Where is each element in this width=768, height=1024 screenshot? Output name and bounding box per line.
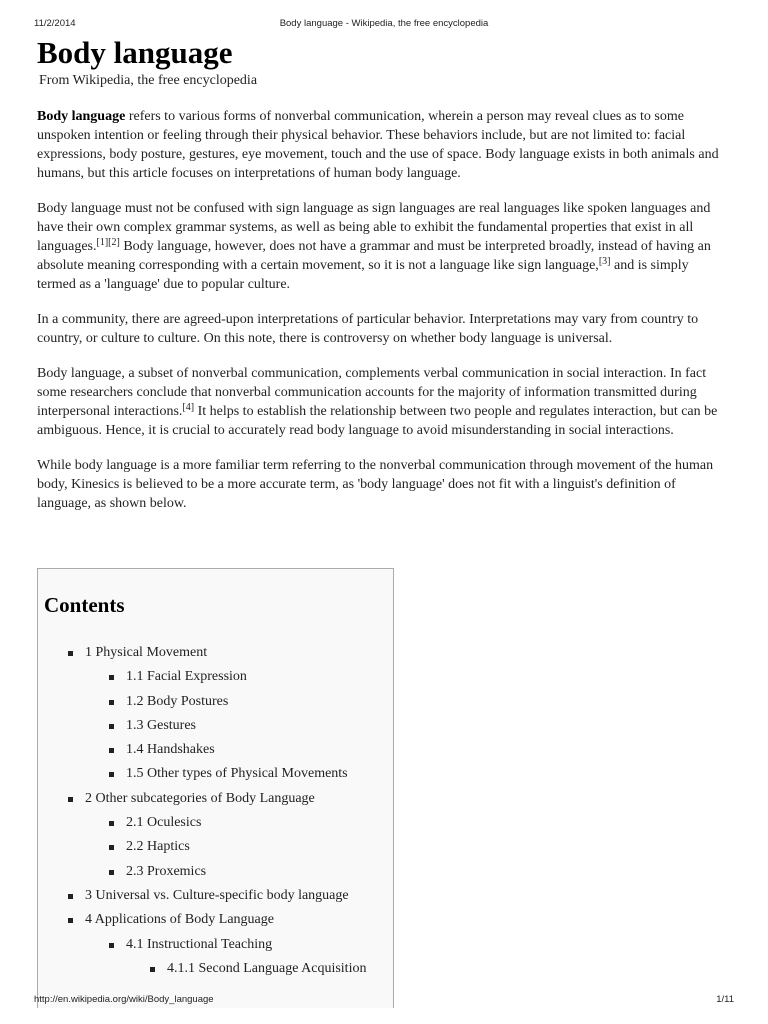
paragraph-kinesics: While body language is a more familiar term referring to the nonverbal communication through movement of the human body, Kinesics is believed to be a more accurate term, as 'body language' does not fit with a linguist's definition of language, as shown below. bbox=[37, 458, 714, 511]
print-url: http://en.wikipedia.org/wiki/Body_language bbox=[34, 994, 214, 1005]
toc-item[interactable]: 3 Universal vs. Culture-specific body language bbox=[38, 884, 393, 908]
reference-link-3[interactable]: [3] bbox=[598, 256, 611, 267]
bold-term: Body language bbox=[37, 109, 126, 124]
reference-link-2[interactable]: [2] bbox=[108, 237, 120, 248]
print-header bbox=[34, 18, 734, 32]
paragraph-community: In a community, there are agreed-upon interpretations of particular behavior. Interpretations may vary from country to country, or culture to culture. On this note, there is controversy on whether body language is universal. bbox=[37, 312, 699, 346]
print-page-number: 1/11 bbox=[716, 994, 734, 1005]
table-of-contents bbox=[37, 568, 394, 1008]
site-tagline: From Wikipedia, the free encyclopedia bbox=[39, 73, 258, 88]
article-content bbox=[37, 34, 729, 529]
paragraph-sign-language: Body language must not be confused with sign language as sign languages are real languages like spoken languages and have their own complex grammar systems, as well as being able to exhibit the fundamental properties that exist in all languages.[1][2] Body language, however, does not have a grammar and must be interpreted broadly, instead of having an absolute meaning corresponding with a certain movement, so it is not a language like sign language,[3] and is simply termed as a 'language' due to popular culture. bbox=[37, 201, 711, 292]
toc-item[interactable]: 1.4 Handshakes bbox=[38, 738, 393, 762]
paragraph-nonverbal: Body language, a subset of nonverbal communication, complements verbal communication in social interaction. In fact some researchers conclude that nonverbal communication accounts for the majority of information transmitted during interpersonal interactions.[4] It helps to establish the relationship between two people and regulates interaction, but can be ambiguous. Hence, it is crucial to accurately read body language to avoid misunderstanding in social interactions. bbox=[37, 366, 718, 438]
toc-item[interactable]: 1.2 Body Postures bbox=[38, 690, 393, 714]
print-footer bbox=[34, 994, 734, 1008]
toc-item[interactable]: 4.1.1 Second Language Acquisition bbox=[38, 957, 393, 981]
print-date: 11/2/2014 bbox=[34, 18, 76, 29]
toc-item[interactable]: 1 Physical Movement bbox=[38, 641, 393, 665]
toc-item[interactable]: 4 Applications of Body Language bbox=[38, 908, 393, 932]
toc-item[interactable]: 1.1 Facial Expression bbox=[38, 665, 393, 689]
toc-item[interactable]: 1.3 Gestures bbox=[38, 714, 393, 738]
page-title: Body language bbox=[37, 35, 233, 70]
reference-link-4[interactable]: [4] bbox=[182, 402, 195, 413]
toc-item[interactable]: 2.3 Proxemics bbox=[38, 860, 393, 884]
reference-link-1[interactable]: [1] bbox=[96, 237, 109, 248]
toc-item[interactable]: 2.2 Haptics bbox=[38, 835, 393, 859]
toc-item[interactable]: 4.1 Instructional Teaching bbox=[38, 933, 393, 957]
toc-heading: Contents bbox=[44, 593, 125, 617]
toc-item[interactable]: 2 Other subcategories of Body Language bbox=[38, 787, 393, 811]
print-page-title: Body language - Wikipedia, the free encyclopedia bbox=[279, 18, 489, 29]
toc-list bbox=[38, 641, 393, 981]
toc-item[interactable]: 2.1 Oculesics bbox=[38, 811, 393, 835]
toc-item[interactable]: 1.5 Other types of Physical Movements bbox=[38, 762, 393, 786]
paragraph-intro: Body language refers to various forms of nonverbal communication, wherein a person may reveal clues as to some unspoken intention or feeling through their physical behavior. These behaviors include, but are not limited to: facial expressions, body posture, gestures, eye movement, touch and the use of space. Body language exists in both animals and humans, but this article focuses on interpretations of human body language. bbox=[37, 109, 719, 181]
